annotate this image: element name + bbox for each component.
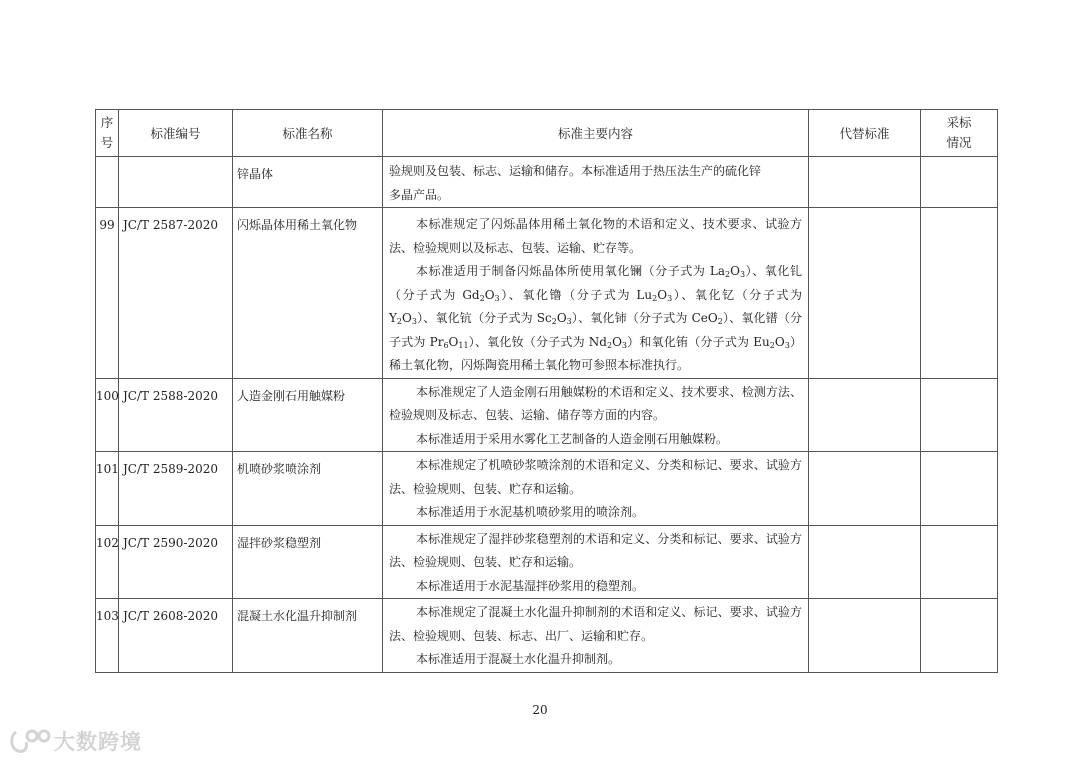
row-adoption: [921, 208, 998, 379]
table-row: [96, 157, 998, 208]
row-content: 本标准规定了湿拌砂浆稳塑剂的术语和定义、分类和标记、要求、试验方法、检验规则、包装、贮存和运输。 本标准适用于水泥基湿拌砂浆用的稳塑剂。: [383, 525, 809, 599]
row-code: JC/T 2588-2020: [119, 378, 233, 452]
header-seq: 序 号: [96, 110, 119, 157]
row-name: 湿拌砂浆稳塑剂: [233, 525, 383, 599]
row-replaces: [809, 157, 921, 208]
row-name: 人造金刚石用触媒粉: [233, 378, 383, 452]
row-adoption: [921, 157, 998, 208]
table-row: [96, 599, 998, 673]
row-name: 机喷砂浆喷涂剂: [233, 452, 383, 526]
row-num: 99: [96, 208, 119, 379]
row-code: JC/T 2587-2020: [119, 208, 233, 379]
header-standard-number: 标准编号: [119, 110, 233, 157]
row-content: 验规则及包装、标志、运输和储存。本标准适用于热压法生产的硫化锌 多晶产品。: [383, 157, 809, 208]
header-adoption: 采标 情况: [921, 110, 998, 157]
row-code: JC/T 2608-2020: [119, 599, 233, 673]
table-row: [96, 452, 998, 526]
watermark: [8, 726, 142, 756]
row-num: 102: [96, 525, 119, 599]
header-main-content: 标准主要内容: [383, 110, 809, 157]
row-replaces: [809, 378, 921, 452]
row-num: [96, 157, 119, 208]
table-header-row: [96, 110, 998, 157]
watermark-text: 大数跨境: [54, 730, 142, 754]
row-name: 锌晶体: [233, 157, 383, 208]
row-replaces: [809, 525, 921, 599]
row-content: 本标准规定了机喷砂浆喷涂剂的术语和定义、分类和标记、要求、试验方法、检验规则、包装、贮存和运输。 本标准适用于水泥基机喷砂浆用的喷涂剂。: [383, 452, 809, 526]
row-adoption: [921, 378, 998, 452]
page-number: 20: [532, 703, 548, 717]
watermark-logo-icon: [8, 726, 52, 756]
header-standard-name: 标准名称: [233, 110, 383, 157]
table-row: [96, 208, 998, 379]
row-replaces: [809, 452, 921, 526]
row-content: 本标准规定了闪烁晶体用稀土氧化物的术语和定义、技术要求、试验方法、检验规则以及标志、包装、运输、贮存等。 本标准适用于制备闪烁晶体所使用氧化镧（分子式为 $La_2O_3$）、氧化钆（分子式为 $Gd_2O_3$）、氧化镥（分子式为 $Lu_2O_3$）、氧化钇（分子式为 $Y_2O_3$）、氧化钪（分子式为 $Sc_2O_3$）、氧化铈（分子式为 CeO$_2$）、氧化镨（分子式为 $Pr_6O_{11}$）、氧化钕（分子式为 $Nd_2O_3$）和氧化铕（分子式为 $Eu_2O_3$）稀土氧化物，闪烁陶瓷用稀土氧化物可参照本标准执行。: [383, 208, 809, 379]
row-code: JC/T 2590-2020: [119, 525, 233, 599]
row-replaces: [809, 208, 921, 379]
row-replaces: [809, 599, 921, 673]
row-content: 本标准规定了人造金刚石用触媒粉的术语和定义、技术要求、检测方法、检验规则及标志、包装、运输、储存等方面的内容。 本标准适用于采用水雾化工艺制备的人造金刚石用触媒粉。: [383, 378, 809, 452]
row-code: [119, 157, 233, 208]
header-replaced-standard: 代替标准: [809, 110, 921, 157]
row-num: 100: [96, 378, 119, 452]
table-row: [96, 525, 998, 599]
row-num: 101: [96, 452, 119, 526]
row-adoption: [921, 599, 998, 673]
row-name: 闪烁晶体用稀土氧化物: [233, 208, 383, 379]
standards-table: [95, 109, 998, 673]
row-name: 混凝土水化温升抑制剂: [233, 599, 383, 673]
row-code: JC/T 2589-2020: [119, 452, 233, 526]
row-adoption: [921, 525, 998, 599]
row-adoption: [921, 452, 998, 526]
row-num: 103: [96, 599, 119, 673]
formula-paragraph: 本标准适用于制备闪烁晶体所使用氧化镧（分子式为 $La_2O_3$）、氧化钆（分子式为 $Gd_2O_3$）、氧化镥（分子式为 $Lu_2O_3$）、氧化钇（分子式为 $Y_2O_3$）、氧化钪（分子式为 $Sc_2O_3$）、氧化铈（分子式为 CeO$_2$）、氧化镨（分子式为 $Pr_6O_{11}$）、氧化钕（分子式为 $Nd_2O_3$）和氧化铕（分子式为 $Eu_2O_3$）稀土氧化物，闪烁陶瓷用稀土氧化物可参照本标准执行。: [389, 264, 802, 372]
table-row: [96, 378, 998, 452]
row-content: 本标准规定了混凝土水化温升抑制剂的术语和定义、标记、要求、试验方法、检验规则、包装、标志、出厂、运输和贮存。 本标准适用于混凝土水化温升抑制剂。: [383, 599, 809, 673]
